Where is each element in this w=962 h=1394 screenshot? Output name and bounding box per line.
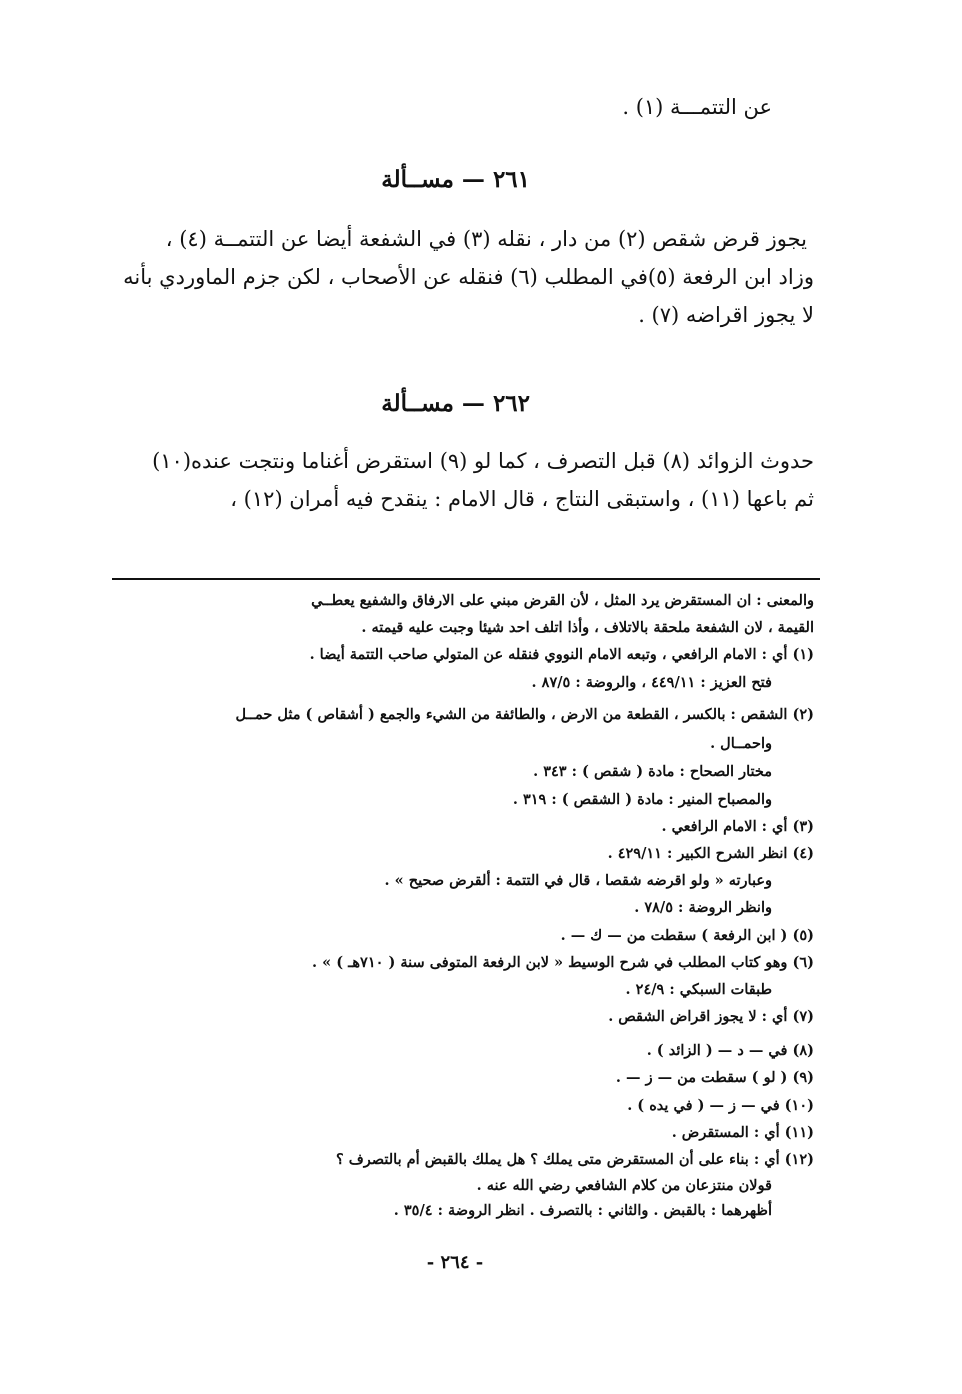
paragraph-261-line-3: لا يجوز اقراضه (٧) .: [638, 303, 814, 327]
footnote-line: (٥) ( ابن الرفعة ) سقطت من — ك — .: [560, 927, 814, 944]
footnote-line: وعبارته « ولو اقرضه شقصا ، قال في التتمة : ألقرض صحيح » .: [384, 872, 772, 889]
paragraph-262-line-1: حدوث الزوائد (٨) قبل التصرف ، كما لو (٩) استقرض أغناما ونتجت عنده(١٠): [152, 449, 814, 473]
heading-262: ٢٦٢ — مســألة: [381, 390, 530, 417]
footnote-line: (١) أي : الامام الرافعي ، وتبعه الامام النووي فنقله عن المتولي صاحب التتمة أيضا .: [309, 646, 814, 663]
footnote-line: (١١) أي : المستقرض .: [671, 1124, 814, 1141]
footnote-line: (٩) ( لو ) سقطت من — ز — .: [615, 1069, 814, 1086]
footnote-line: فتح العزيز : ٤٤٩/١١ ، والروضة : ٨٧/٥ .: [531, 674, 772, 691]
footnote-line: (٢) الشقص : بالكسر ، القطعة من الارض ، والطائفة من الشيء والجمع ( أشقاص ) مثل حمــل: [235, 706, 814, 723]
footnote-line: (٨) في — د — ( الزائد ) .: [646, 1042, 814, 1059]
heading-261: ٢٦١ — مســألة: [381, 166, 530, 193]
footnote-line: طبقات السبكي : ٢٤/٩ .: [625, 981, 772, 998]
footnote-line: مختار الصحاح : مادة ( شقص ) : ٣٤٣ .: [533, 763, 772, 780]
footnote-line: وانظر الروضة : ٧٨/٥ .: [634, 899, 772, 916]
paragraph-262-line-2: ثم باعها (١١) ، واستبقى النتاج ، قال الامام : ينقدح فيه أمران (١٢) ،: [230, 487, 814, 511]
paragraph-261-line-2: وزاد ابن الرفعة (٥)في المطلب (٦) فنقله عن الأصحاب ، لكن جزم الماوردي بأنه: [123, 265, 814, 289]
footnote-line: (٣) أي : الامام الرافعي .: [661, 818, 814, 835]
footnote-line: (٤) انظر الشرح الكبير : ٤٢٩/١١ .: [607, 845, 814, 862]
paragraph-261-line-1: يجوز قرض شقص (٢) من دار ، نقله (٣) في الشفعة أيضا عن التتمــة (٤) ،: [165, 227, 807, 251]
footnote-line: أظهرهما : بالقبض . والثاني : بالتصرف . انظر الروضة : ٣٥/٤ .: [393, 1202, 772, 1219]
footnote-separator: [112, 578, 820, 580]
footnote-line: (٧) أي : لا يجوز اقراض الشقص .: [608, 1008, 814, 1025]
footnote-line: واحمــال .: [710, 735, 772, 752]
footnote-line: (١٢) أي : بناء على أن المستقرض متى يملك ؟ هل يملك بالقبض أم بالتصرف ؟: [336, 1151, 814, 1168]
footnote-line: قولان منتزعان من كلام الشافعي رضي الله عنه .: [476, 1177, 772, 1194]
intro-line: عن التتمـــة (١) .: [622, 95, 772, 119]
page-number: - ٢٦٤ -: [426, 1252, 484, 1273]
footnote-line: القيمة ، لان الشفعة ملحقة بالاتلاف ، وأذا اتلف احد شيئا وجبت عليه قيمته .: [361, 619, 814, 636]
footnote-line: والمصباح المنير : مادة ( الشقص ) : ٣١٩ .: [512, 791, 772, 808]
footnote-line: والمعنى : ان المستقرض يرد المثل ، لأن القرض مبني على الارفاق والشفيع يعطــي: [311, 592, 814, 609]
footnote-line: (٦) وهو كتاب المطلب في شرح الوسيط « لابن الرفعة المتوفى سنة ( ٧١٠هـ ) » .: [312, 954, 814, 971]
footnote-line: (١٠) في — ز — ( في يده ) .: [627, 1097, 814, 1114]
